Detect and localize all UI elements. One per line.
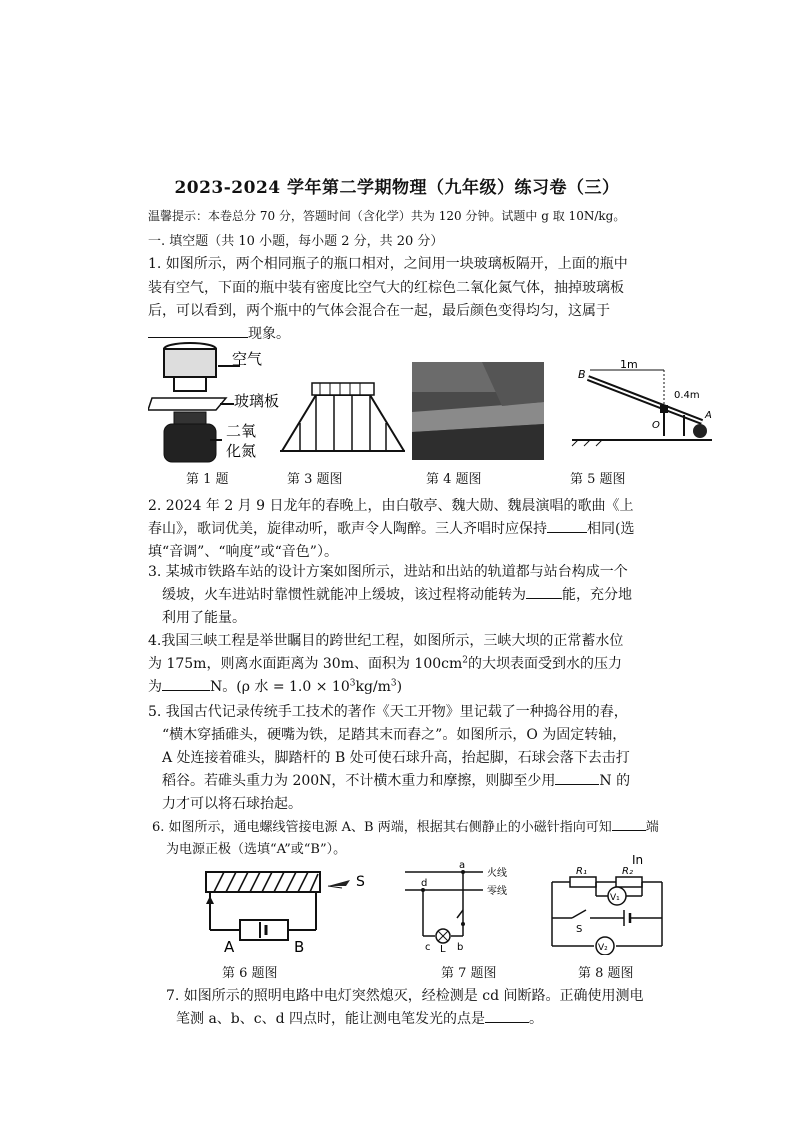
fig6-label-a: A: [224, 938, 235, 955]
fig6-label-b: B: [294, 938, 305, 955]
caption-fig4: 第 4 题图: [426, 472, 482, 487]
q7-line-2b: 。: [529, 1011, 544, 1027]
q4-line-2-sup: 2: [462, 655, 469, 666]
q1-line-1: 1. 如图所示，两个相同瓶子的瓶口相对，之间用一块玻璃板隔开，上面的瓶中: [148, 256, 628, 272]
q5-line-3: A 处连接着碓头，脚踏杆的 B 处可使石球升高，抬起脚，石球会落下去击打: [162, 750, 630, 766]
fig1-label-no2-b: 化氮: [226, 442, 257, 460]
fig6-solenoid: [200, 860, 370, 955]
fig8-label-r2: R₂: [622, 866, 633, 877]
fig5-label-o: O: [652, 420, 660, 431]
q4-line-2b: 的大坝表面受到水的压力: [468, 656, 623, 672]
caption-fig5: 第 5 题图: [570, 472, 626, 487]
fig8-label-s: S: [576, 924, 583, 935]
fig5-label-04m: 0.4m: [674, 390, 700, 401]
q2-line-1: 2. 2024 年 2 月 9 日龙年的春晚上，由白敬亭、魏大勋、魏晨演唱的歌曲《上: [148, 498, 634, 514]
q4-line-3c: kg/m: [355, 679, 391, 695]
q3-line-2b: 能，充分地: [562, 587, 632, 603]
caption-fig8: 第 8 题图: [578, 966, 634, 981]
fig1-bottles: [148, 340, 288, 465]
fig1-label-no2-a: 二氧: [226, 422, 257, 440]
q7-line-1: 7. 如图所示的照明电路中电灯突然熄灭，经检测是 cd 间断路。正确使用测电: [166, 988, 644, 1004]
fig7-label-l: L: [440, 944, 446, 953]
q6-line-1a: 6. 如图所示，通电螺线管接电源 A、B 两端，根据其右侧静止的小磁针指向可知: [152, 820, 612, 835]
q4-line-3a: 为: [148, 679, 162, 695]
fig7-circuit: [403, 858, 523, 953]
fig7-label-a: a: [459, 860, 466, 871]
caption-fig3: 第 3 题图: [287, 472, 343, 487]
q6-line-1b: 端: [645, 820, 659, 835]
q3-line-3: 利用了能量。: [162, 610, 246, 626]
fig7-label-d: d: [421, 878, 428, 889]
q5-line-5: 力才可以将石球抬起。: [162, 796, 302, 812]
caption-fig6: 第 6 题图: [222, 966, 278, 981]
fig5-lever: [568, 358, 716, 448]
q4-answer-blank[interactable]: [162, 678, 210, 691]
fig7-label-c: c: [425, 942, 431, 953]
caption-fig7: 第 7 题图: [441, 966, 497, 981]
q1-line-2: 装有空气，下面的瓶中装有密度比空气大的红棕色二氧化氮气体，抽掉玻璃板: [148, 280, 624, 296]
fig5-label-a: A: [705, 410, 712, 421]
q6-line-2: 为电源正极（选填“A”或“B”）。: [166, 842, 347, 857]
q1-line-4: 现象。: [248, 326, 290, 342]
fig5-label-b: B: [578, 368, 586, 381]
q5-line-4a: 稻谷。若碓头重力为 200N，不计横木重力和摩擦，则脚至少用: [162, 773, 556, 789]
fig7-label-b: b: [457, 942, 464, 953]
fig4-dam-photo: [412, 362, 544, 460]
q6-answer-blank[interactable]: [612, 818, 646, 831]
q2-answer-blank[interactable]: [547, 520, 587, 533]
fig8-label-v2: V₂: [598, 943, 608, 953]
q2-line-2b: 相同(选: [587, 521, 635, 537]
q4-line-3-sup2: 3: [390, 678, 397, 689]
q4-line-3b: N。(ρ 水 = 1.0 × 10: [210, 679, 350, 695]
section-heading: 一. 填空题（共 10 小题，每小题 2 分，共 20 分）: [148, 234, 444, 249]
q4-line-3-sup: 3: [349, 678, 356, 689]
page-title: 2023-2024 学年第二学期物理（九年级）练习卷（三）: [174, 178, 620, 198]
q5-line-4b: N 的: [599, 773, 631, 789]
q4-line-3d: ): [396, 679, 403, 695]
q2-line-3: 填“音调”、“响度”或“音色”）。: [148, 544, 338, 560]
q1-line-3: 后，可以看到，两个瓶中的气体会混合在一起，最后颜色变得均匀，这属于: [148, 303, 610, 319]
q3-line-2a: 缓坡，火车进站时靠惯性就能冲上缓坡，该过程将动能转为: [162, 587, 526, 603]
fig7-label-live: 火线: [487, 868, 507, 879]
fig1-label-air: 空气: [232, 350, 263, 368]
fig1-label-glass: 玻璃板: [234, 392, 280, 410]
q7-answer-blank[interactable]: [485, 1010, 529, 1023]
q5-line-1: 5. 我国古代记录传统手工技术的著作《天工开物》里记载了一种捣谷用的舂，: [148, 704, 628, 720]
caption-fig1: 第 1 题: [186, 472, 229, 487]
fig7-label-neutral: 零线: [487, 886, 507, 897]
q7-line-2a: 笔测 a、b、c、d 四点时，能让测电笔发光的点是: [176, 1011, 486, 1027]
fig8-mark: In: [632, 853, 644, 867]
fig3-station: [280, 375, 405, 455]
fig8-label-v1: V₁: [610, 893, 620, 903]
fig8-label-r1: R₁: [576, 866, 587, 877]
q3-answer-blank[interactable]: [526, 586, 562, 599]
exam-tip: 温馨提示：本卷总分 70 分，答题时间（含化学）共为 120 分钟。试题中 g 取 10N/kg。: [148, 209, 626, 223]
q4-line-2a: 为 175m，则离水面距离为 30m、面积为 100cm: [148, 656, 463, 672]
fig6-label-s: S: [356, 874, 365, 890]
q3-line-1: 3. 某城市铁路车站的设计方案如图所示，进站和出站的轨道都与站台构成一个: [148, 564, 628, 580]
q2-line-2a: 春山》，歌词优美，旋律动听，歌声令人陶醉。三人齐唱时应保持: [148, 521, 547, 537]
q5-line-2: “横木穿插碓头，硬嘴为铁，足踏其末而舂之”。如图所示，O 为固定转轴，: [162, 727, 627, 743]
q5-answer-blank[interactable]: [555, 772, 599, 785]
fig8-circuit: [546, 850, 674, 955]
q4-line-1: 4.我国三峡工程是举世瞩目的跨世纪工程，如图所示，三峡大坝的正常蓄水位: [148, 633, 624, 649]
q1-answer-blank[interactable]: [148, 325, 248, 338]
fig5-label-1m: 1m: [620, 358, 638, 371]
